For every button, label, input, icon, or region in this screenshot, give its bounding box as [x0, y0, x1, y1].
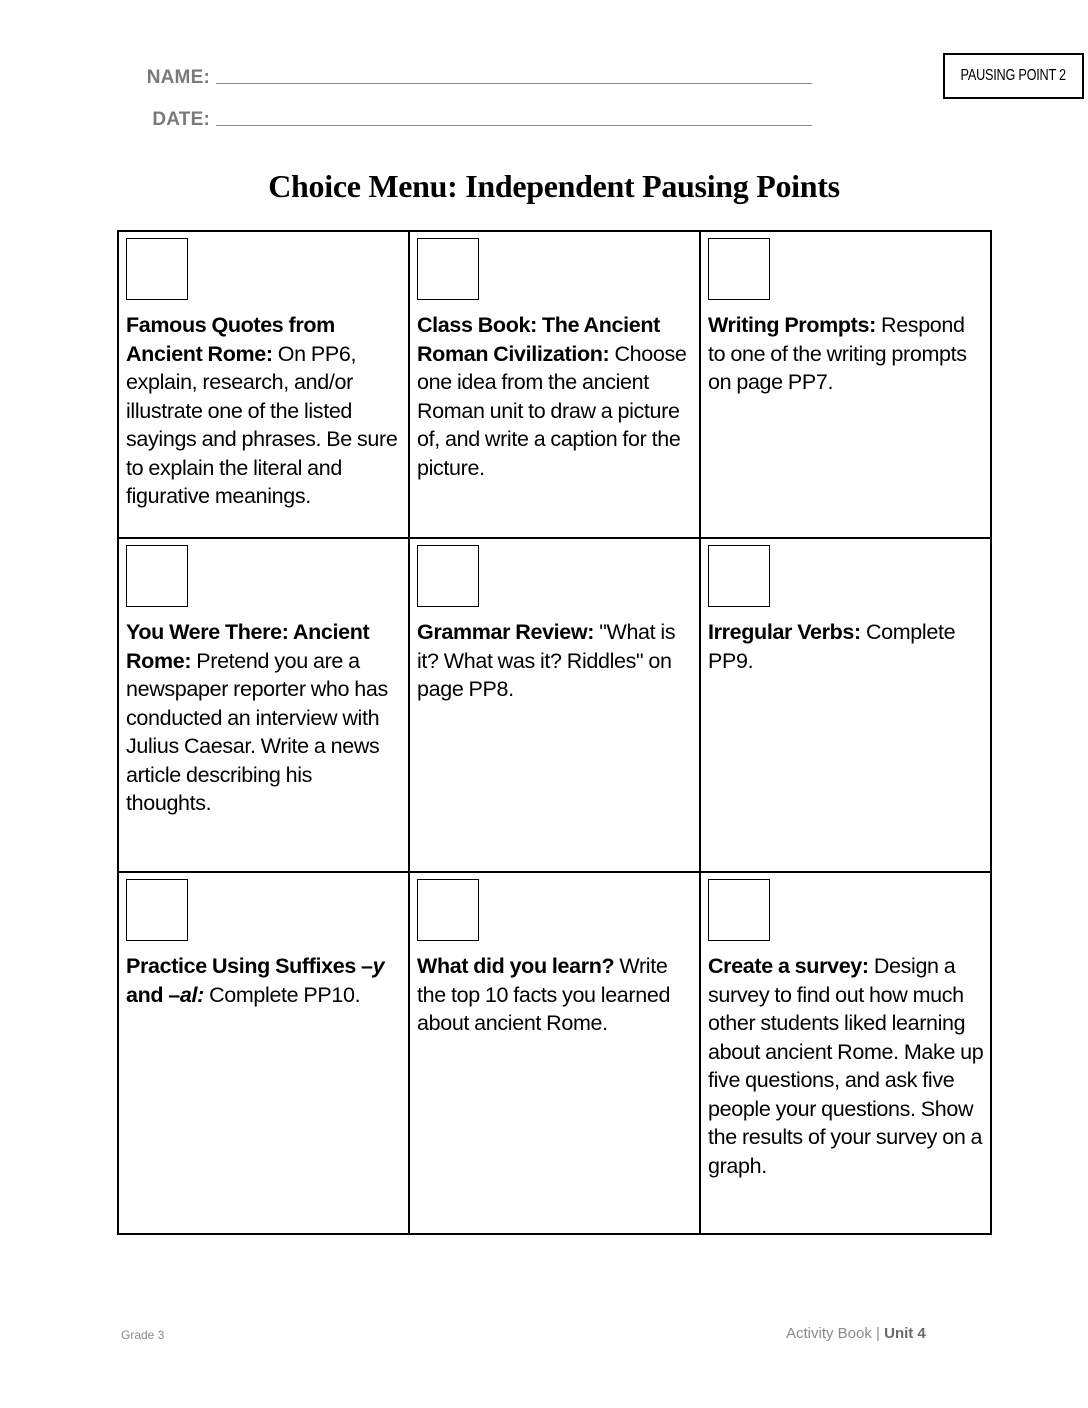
choice-checkbox[interactable]	[126, 545, 188, 607]
choice-checkbox[interactable]	[417, 238, 479, 300]
choice-description: Complete PP9.	[708, 620, 956, 673]
choice-text	[708, 618, 984, 675]
footer-unit: Unit 4	[884, 1325, 926, 1342]
choice-heading: Writing Prompts:	[708, 313, 876, 337]
choice-text	[708, 952, 984, 1180]
choice-text	[417, 311, 693, 482]
choice-heading-part: Practice Using Suffixes –	[126, 954, 373, 978]
choice-heading-suffix-al: al:	[179, 982, 204, 1007]
choice-cell-you-were-there	[118, 538, 409, 872]
choice-checkbox[interactable]	[708, 879, 770, 941]
choice-description: On PP6, explain, research, and/or illustrate one of the listed sayings and phrases. Be sure to explain the literal and figurative meanings.	[126, 341, 398, 508]
choice-description: Choose one idea from the ancient Roman unit to draw a picture of, and write a caption for the picture.	[417, 341, 687, 480]
date-field-row	[100, 110, 812, 129]
choice-text	[126, 618, 402, 818]
choice-heading: You Were There: Ancient Rome:	[126, 620, 370, 673]
choice-heading: Create a survey:	[708, 954, 869, 978]
footer-grade: Grade 3	[121, 1328, 165, 1342]
pausing-point-badge: PAUSING POINT 2	[943, 53, 1084, 99]
grid-row-2	[118, 538, 991, 872]
choice-checkbox[interactable]	[708, 238, 770, 300]
choice-heading-part: and –	[126, 982, 180, 1007]
footer-book-info	[786, 1325, 926, 1342]
choice-heading: What did you learn?	[417, 954, 615, 978]
choice-heading: Grammar Review:	[417, 620, 595, 644]
choice-checkbox[interactable]	[126, 238, 188, 300]
date-line[interactable]	[216, 124, 812, 126]
choice-text	[126, 952, 402, 1009]
choice-cell-suffixes	[118, 872, 409, 1234]
choice-cell-what-did-you-learn	[409, 872, 700, 1234]
choice-description: "What is it? What was it? Riddles" on page PP8.	[417, 620, 676, 701]
choice-heading-suffix-y: y	[372, 954, 385, 978]
date-label: DATE:	[152, 109, 210, 130]
choice-cell-irregular-verbs	[700, 538, 991, 872]
choice-checkbox[interactable]	[417, 879, 479, 941]
choice-cell-class-book	[409, 231, 700, 538]
choice-cell-famous-quotes	[118, 231, 409, 538]
choice-checkbox[interactable]	[417, 545, 479, 607]
choice-menu-grid	[117, 230, 992, 1235]
name-field-row	[100, 68, 812, 87]
choice-description: Design a survey to find out how much other students liked learning about ancient Rome. Make up five questions, and ask five people your questions. Show the results of your survey on a graph.	[708, 954, 984, 1178]
choice-heading: Class Book: The Ancient Roman Civilization:	[417, 313, 660, 366]
choice-cell-create-survey	[700, 872, 991, 1234]
choice-heading: Irregular Verbs:	[708, 620, 861, 644]
choice-cell-writing-prompts	[700, 231, 991, 538]
choice-heading: Famous Quotes from Ancient Rome:	[126, 313, 335, 366]
page-title: Choice Menu: Independent Pausing Points	[268, 168, 840, 204]
choice-description: Write the top 10 facts you learned about ancient Rome.	[417, 954, 671, 1035]
choice-checkbox[interactable]	[126, 879, 188, 941]
name-line[interactable]	[216, 82, 812, 84]
footer-book-title: Activity Book	[786, 1325, 872, 1342]
choice-cell-grammar-review	[409, 538, 700, 872]
grid-row-3	[118, 872, 991, 1234]
choice-description: Complete PP10.	[203, 982, 361, 1007]
choice-text	[126, 311, 402, 511]
choice-text	[708, 311, 984, 397]
choice-description: Pretend you are a newspaper reporter who has conducted an interview with Julius Caesar. Write a news article describing his thoughts.	[126, 648, 388, 815]
name-label: NAME:	[146, 67, 210, 88]
choice-description: Respond to one of the writing prompts on page PP7.	[708, 313, 967, 394]
grid-row-1	[118, 231, 991, 538]
choice-text	[417, 952, 693, 1038]
choice-checkbox[interactable]	[708, 545, 770, 607]
footer-separator: |	[871, 1325, 885, 1342]
choice-text	[417, 618, 693, 704]
